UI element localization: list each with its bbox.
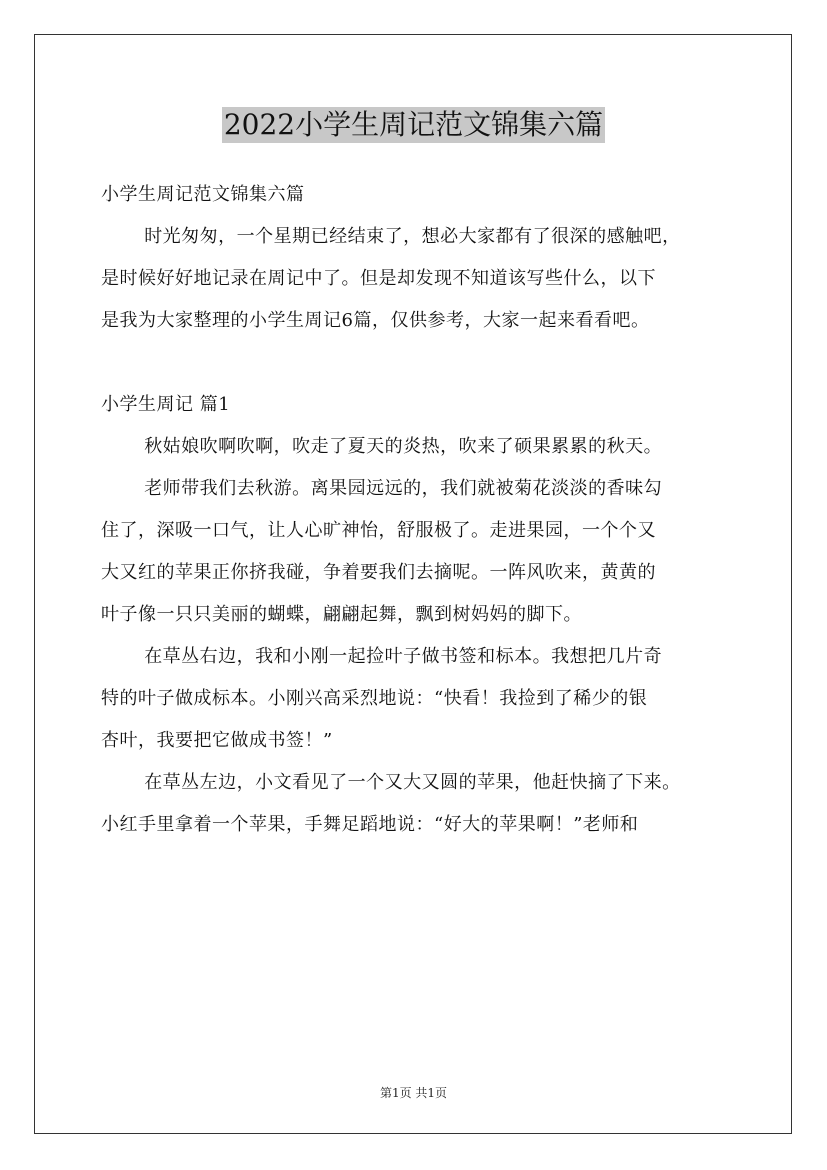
body-line: 老师带我们去秋游。离果园远远的，我们就被菊花淡淡的香味勾	[144, 478, 663, 499]
body-line: 特的叶子做成标本。小刚兴高采烈地说：“快看！我捡到了稀少的银	[101, 688, 648, 709]
document-title-text: 2022小学生周记范文锦集六篇	[223, 108, 604, 141]
intro-line: 时光匆匆，一个星期已经结束了，想必大家都有了很深的感触吧，	[144, 226, 681, 247]
document-body	[101, 174, 746, 846]
body-line: 杏叶，我要把它做成书签！”	[101, 730, 333, 751]
subtitle: 小学生周记范文锦集六篇	[101, 184, 305, 205]
body-line: 秋姑娘吹啊吹啊，吹走了夏天的炎热，吹来了硕果累累的秋天。	[144, 436, 663, 457]
body-line: 大又红的苹果正你挤我碰，争着要我们去摘呢。一阵风吹来，黄黄的	[101, 562, 656, 583]
intro-line: 是我为大家整理的小学生周记6篇，仅供参考，大家一起来看看吧。	[101, 310, 650, 331]
document-title	[0, 104, 827, 143]
section-heading: 小学生周记 篇1	[101, 394, 231, 415]
section-gap	[101, 342, 746, 384]
body-line: 在草丛右边，我和小刚一起捡叶子做书签和标本。我想把几片奇	[144, 646, 663, 667]
page-footer: 第1页 共1页	[379, 1086, 448, 1100]
body-line: 叶子像一只只美丽的蝴蝶，翩翩起舞，飘到树妈妈的脚下。	[101, 604, 582, 625]
body-line: 住了，深吸一口气，让人心旷神怡，舒服极了。走进果园，一个个又	[101, 520, 656, 541]
body-line: 在草丛左边，小文看见了一个又大又圆的苹果，他赶快摘了下来。	[144, 772, 681, 793]
intro-line: 是时候好好地记录在周记中了。但是却发现不知道该写些什么，以下	[101, 268, 656, 289]
body-line: 小红手里拿着一个苹果，手舞足蹈地说：“好大的苹果啊！”老师和	[101, 814, 639, 835]
